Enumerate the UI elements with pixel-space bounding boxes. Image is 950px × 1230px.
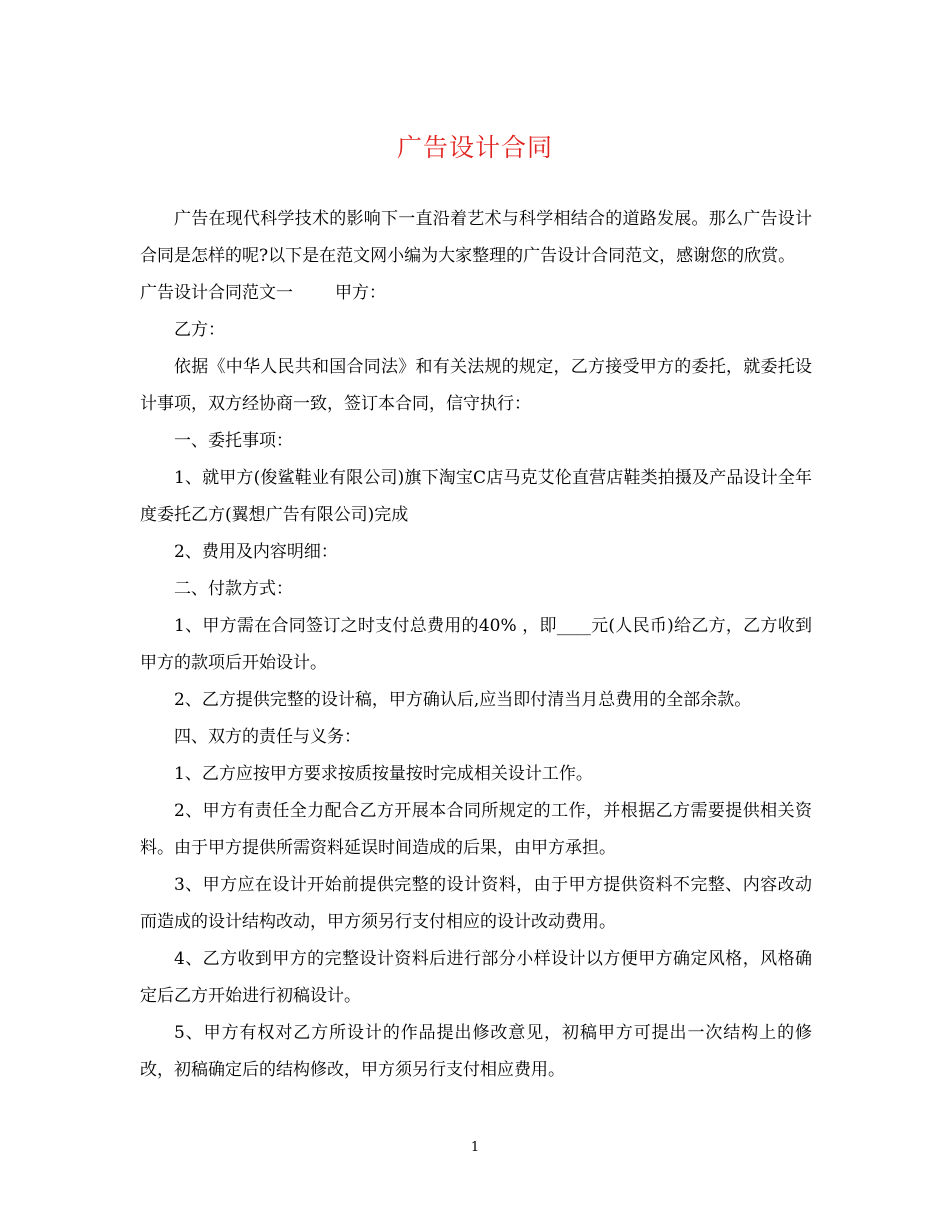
section-4-title: 四、双方的责任与义务： <box>174 727 361 747</box>
sample-heading-line <box>140 275 812 312</box>
document-title: 广告设计合同 <box>396 133 553 162</box>
section-4-item-3: 3、甲方应在设计开始前提供完整的设计资料，由于甲方提供资料不完整、内容改动而造成的设计结构改动，甲方须另行支付相应的设计改动费用。 <box>140 875 812 932</box>
basis-paragraph: 依据《中华人民共和国合同法》和有关法规的规定，乙方接受甲方的委托，就委托设计事项，双方经协商一致，签订本合同，信守执行： <box>140 357 812 414</box>
section-1-title: 一、委托事项： <box>174 431 293 451</box>
section-4-item-4: 4、乙方收到甲方的完整设计资料后进行部分小样设计以方便甲方确定风格，风格确定后乙方开始进行初稿设计。 <box>140 949 812 1006</box>
section-2-item-2: 2、乙方提供完整的设计稿，甲方确认后,应当即付清当月总费用的全部余款。 <box>174 690 752 710</box>
sample-heading: 广告设计合同范文一 <box>140 283 293 303</box>
section-4-item-1: 1、乙方应按甲方要求按质按量按时完成相关设计工作。 <box>174 764 593 784</box>
section-1-item-2: 2、费用及内容明细： <box>174 542 338 562</box>
section-2-item-1: 1、甲方需在合同签订之时支付总费用的40% ，即____元(人民币)给乙方，乙方收到甲方的款项后开始设计。 <box>140 616 812 673</box>
section-1-item-1: 1、就甲方(俊鲨鞋业有限公司)旗下淘宝C店马克艾伦直营店鞋类拍摄及产品设计全年度委托乙方(翼想广告有限公司)完成 <box>140 468 812 525</box>
party-b-label: 乙方： <box>174 320 225 340</box>
intro-paragraph: 广告在现代科学技术的影响下一直沿着艺术与科学相结合的道路发展。那么广告设计合同是怎样的呢?以下是在范文网小编为大家整理的广告设计合同范文，感谢您的欣赏。 <box>140 209 812 266</box>
document-body <box>140 201 812 1089</box>
section-4-item-2: 2、甲方有责任全力配合乙方开展本合同所规定的工作，并根据乙方需要提供相关资料。由于甲方提供所需资料延误时间造成的后果，由甲方承担。 <box>140 801 812 858</box>
section-2-title: 二、付款方式： <box>174 579 293 599</box>
page-number: 1 <box>470 1140 480 1155</box>
section-4-item-5: 5、甲方有权对乙方所设计的作品提出修改意见，初稿甲方可提出一次结构上的修改，初稿确定后的结构修改，甲方须另行支付相应费用。 <box>140 1023 812 1080</box>
party-a-label: 甲方： <box>335 283 386 303</box>
